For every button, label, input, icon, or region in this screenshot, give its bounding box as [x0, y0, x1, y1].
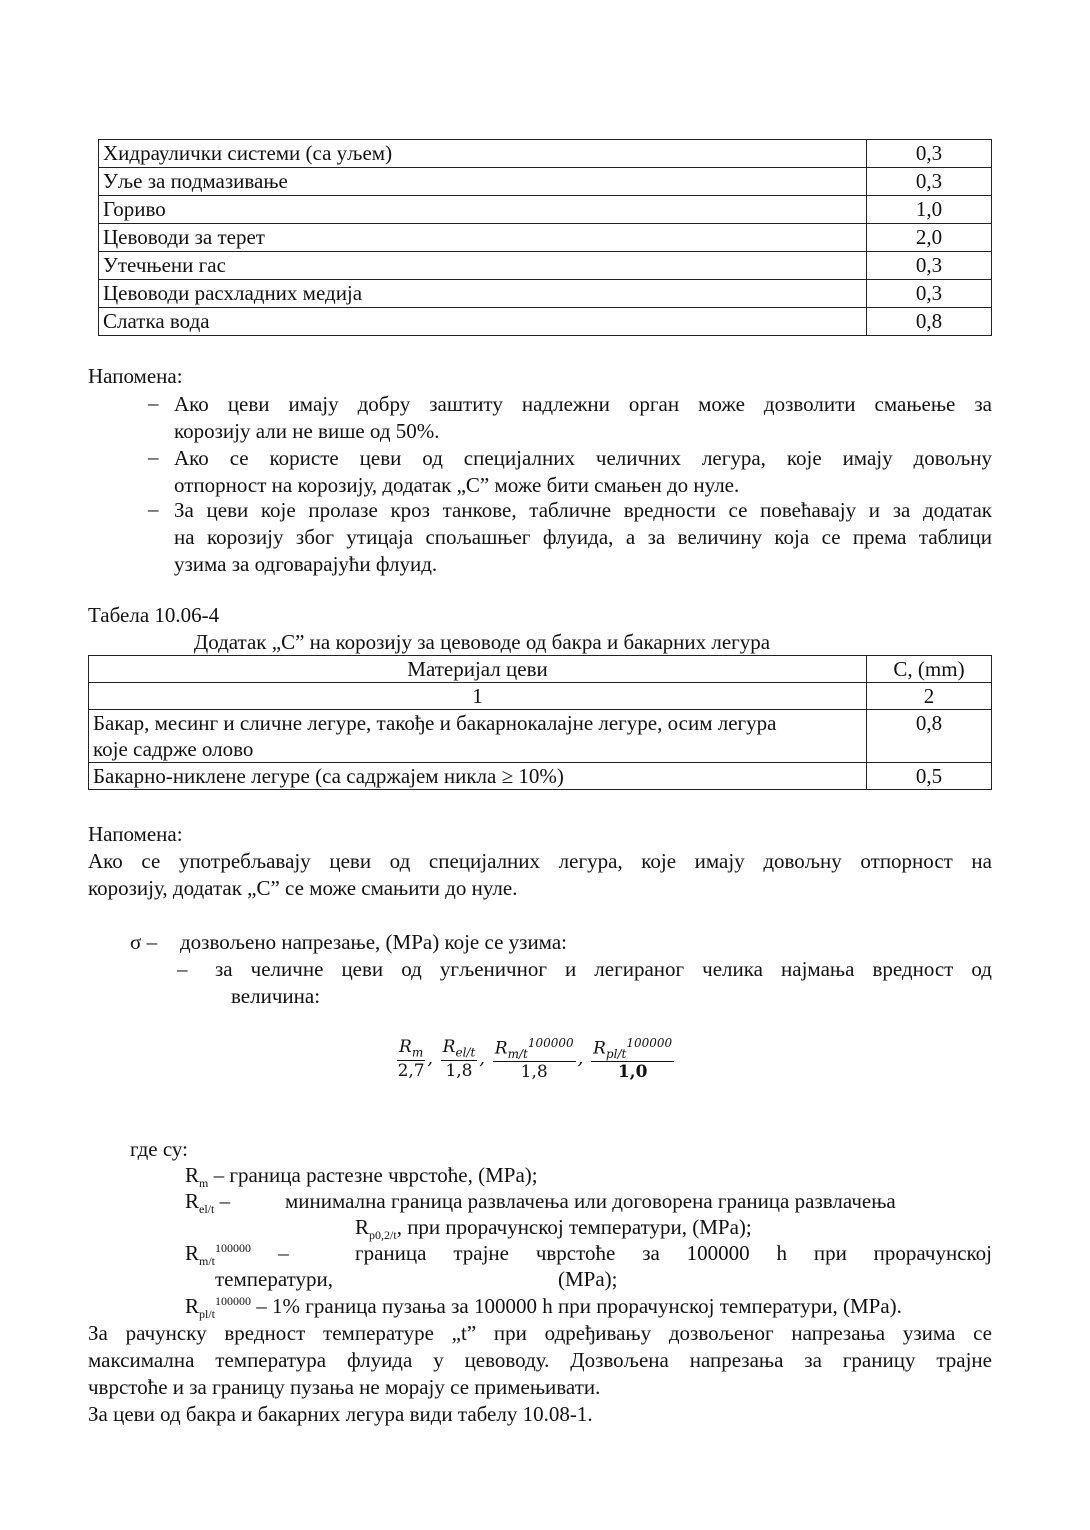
- table-row: [89, 710, 992, 763]
- allowable-stress-formula: $\frac{R_m}{2,7}$ , $\frac{R_{el/t}}{1,8}$ , $\frac{R_{m/t}^{100000}}{1,8}$ , $\frac{R_{pl/t}^{100000}}{1,0}$: [397, 1036, 673, 1083]
- definition-rmt-symbol: $R_{m/t}^{100000}$ –: [185, 1241, 289, 1269]
- material-line: Бакар, месинг и сличне легуре, такође и бакарнокалајне легуре, осим легура: [93, 711, 777, 735]
- dash-bullet: –: [148, 445, 159, 469]
- sigma-sub-line: величина:: [231, 984, 321, 1008]
- table-row: [99, 224, 992, 252]
- cell-value: 0,8: [867, 308, 992, 336]
- definition-rel-text: минимална граница развлачења или договорена граница развлачења: [285, 1189, 896, 1213]
- fraction-rpl: $\frac{R_{pl/t}^{100000}}{1,0}$: [593, 1036, 673, 1083]
- definition-rel-line2: $R_{p0,2/t}$, при прорачунској температури, (MPa);: [355, 1215, 752, 1243]
- column-number: 2: [867, 683, 992, 710]
- cell-value: 2,0: [867, 224, 992, 252]
- note-item-line: Ако цеви имају добру заштиту надлежни орган може дозволити смањење за: [174, 392, 992, 416]
- closing-line: максимална температура флуида у цевоводу. Дозвољена напрезања за границу трајне: [88, 1348, 992, 1372]
- cell-fluid: Слатка вода: [99, 308, 867, 336]
- cell-value: 0,8: [867, 710, 992, 763]
- material-line: које садрже олово: [93, 737, 254, 761]
- table-caption: Додатак „С” на корозију за цевоводе од бакра и бакарних легура: [193, 630, 771, 654]
- definition-rel-symbol: $R_{el/t}$ –: [185, 1189, 231, 1217]
- cell-value: 0,5: [867, 763, 992, 790]
- note-line: Ако се употребљавају цеви од специјалних легура, које имају довољну отпорност на: [88, 849, 992, 873]
- cell-fluid: Цевоводи расхладних медија: [99, 280, 867, 308]
- column-number: 1: [89, 683, 867, 710]
- dash-bullet: –: [148, 391, 159, 415]
- where-title: где су:: [130, 1137, 188, 1161]
- cell-value: 0,3: [867, 168, 992, 196]
- header-material: Материјал цеви: [89, 656, 867, 683]
- closing-line: За рачунску вредност температуре „t” при одређивању дозвољеног напрезања узима се: [88, 1321, 992, 1345]
- table-row: [99, 168, 992, 196]
- cell-value: 0,3: [867, 140, 992, 168]
- note-item-line: отпорност на корозију, додатак „С” може бити смањен до нуле.: [174, 473, 740, 497]
- closing-line: За цеви од бакра и бакарних легура види табелу 10.08-1.: [88, 1402, 593, 1426]
- note-item-line: на корозију због утицаја спољашњег флуида, а за величину која се према таблици: [174, 525, 992, 549]
- definition-rmt-text: граница трајне чврстоће за 100000 h при прорачунској: [355, 1241, 992, 1265]
- cell-value: 0,3: [867, 252, 992, 280]
- definition-rm: $R_m$ – граница растезне чврстоће, (MPa);: [185, 1163, 538, 1191]
- note-item-line: За цеви које пролазе кроз танкове, табличне вредности се повећавају и за додатак: [174, 498, 992, 522]
- cell-value: 1,0: [867, 196, 992, 224]
- table-header-row: [89, 656, 992, 683]
- cell-fluid: Гориво: [99, 196, 867, 224]
- cell-fluid: Уље за подмазивање: [99, 168, 867, 196]
- corrosion-allowance-table-steel: [98, 139, 992, 336]
- fraction-rel: $\frac{R_{el/t}}{1,8}$: [442, 1037, 476, 1081]
- definition-rmt-line2a: температури,: [215, 1267, 334, 1291]
- dash-bullet: –: [148, 497, 159, 521]
- dash-bullet: –: [177, 957, 188, 981]
- definition-rmt-line2b: (MPa);: [558, 1267, 618, 1291]
- table-row: [99, 280, 992, 308]
- note-item-line: узима за одговарајући флуид.: [174, 552, 438, 576]
- note-item-line: корозију али не више од 50%.: [174, 419, 440, 443]
- table-row: [99, 196, 992, 224]
- note-item-line: Ако се користе цеви од специјалних челичних легура, које имају довољну: [174, 446, 992, 470]
- corrosion-allowance-table-copper: [88, 655, 992, 790]
- cell-fluid: Утечњени гас: [99, 252, 867, 280]
- note-line: корозију, додатак „С” се може смањити до нуле.: [88, 876, 518, 900]
- definition-rpl: $R_{pl/t}^{100000} - 1\%$ граница пузања за 100000 h при прорачунској температури, (MPa).: [185, 1294, 902, 1322]
- cell-fluid: Хидраулички системи (са уљем): [99, 140, 867, 168]
- note-title: Напомена:: [88, 822, 183, 846]
- cell-material: [89, 710, 867, 763]
- sigma-sub-line: за челичне цеви од угљеничног и легираног челика најмања вредност од: [215, 957, 992, 981]
- cell-value: 0,3: [867, 280, 992, 308]
- cell-material: Бакарно-никлене легуре (са садржајем никла ≥ 10%): [89, 763, 867, 790]
- table-number-row: [89, 683, 992, 710]
- cell-fluid: Цевоводи за терет: [99, 224, 867, 252]
- sigma-symbol: σ –: [130, 930, 158, 954]
- closing-line: чврстоће и за границу пузања не морају се примењивати.: [88, 1375, 601, 1399]
- sigma-definition: дозвољено напрезање, (MPa) које се узима:: [180, 930, 567, 954]
- fraction-rm: $\frac{R_m}{2,7}$: [397, 1037, 425, 1081]
- table-row: [99, 140, 992, 168]
- table-row: [89, 763, 992, 790]
- table-label: Табела 10.06-4: [88, 603, 220, 627]
- note-title: Напомена:: [88, 364, 183, 388]
- table-row: [99, 252, 992, 280]
- fraction-rmt: $\frac{R_{m/t}^{100000}}{1,8}$: [494, 1036, 574, 1083]
- table-row: [99, 308, 992, 336]
- header-c: C, (mm): [867, 656, 992, 683]
